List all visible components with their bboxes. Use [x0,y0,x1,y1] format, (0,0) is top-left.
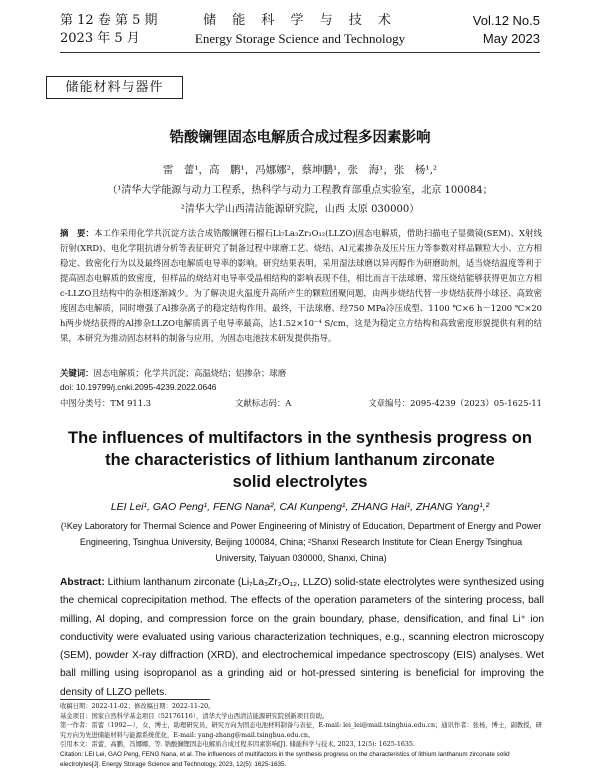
header-center [60,12,540,48]
footnote-funding: 基金项目：国家自然科学基金项目（52176116），清华大学山西清洁能源研究院创新项目资助。 [60,712,329,720]
chinese-keywords [60,367,542,379]
footnote-citation-cn: 引用本文：雷蕾，高鹏，冯娜娜，等. 锆酸镧锂固态电解质合成过程多因素影响[J]. 储能科学与技术, 2023, 12(5): 1625-1635. [60,741,415,749]
english-title [40,427,560,493]
chinese-affiliation-2: ²清华大学山西清洁能源研究院，山西 太原 030000） [180,204,420,215]
footnote-rule [60,699,210,700]
chinese-abstract [60,226,542,346]
chinese-authors: 雷 蕾¹，高 鹏¹，冯娜娜²，蔡坤鹏¹，张 海¹，张 杨¹,² [162,164,438,176]
section-label: 储能材料与器件 [46,76,183,99]
chinese-title: 锆酸镧锂固态电解质合成过程多因素影响 [169,130,431,146]
chinese-affiliation-1: （¹清华大学能源与动力工程系，热科学与动力工程教育部重点实验室，北京 100084； [107,185,493,196]
english-title-line-3: solid electrolytes [232,473,368,491]
english-abstract [60,574,544,702]
english-title-line-2: the characteristics of lithium lanthanum zirconate [105,451,495,469]
doi: doi: 10.19799/j.cnki.2095-4239.2022.0646 [60,382,217,392]
journal-name-en: Energy Storage Science and Technology [194,31,406,46]
header-rule [60,52,540,53]
english-title-line-1: The influences of multifactors in the synthesis progress on [68,429,532,447]
chinese-keywords-label: 关键词： [60,368,94,378]
chinese-abstract-text: 本工作采用化学共沉淀方法合成锆酸镧锂石榴石Li₇La₃Zr₂O₁₂(LLZO)固态电解质，借助扫描电子显微镜(SEM)、X射线衍射(XRD)、电化学阻抗谱分析等表征研究了制备过程中球磨工艺、烧结、Al元素掺杂及压片压力等参数对样品颗粒大小、立方相稳定、致密化行为以及最终固态电解质电导率的影响。研究结果表明，采用湿法球磨以异丙醇作为研磨助剂，适当烧结温度等利于提高固态电解质的致密度，但样品的烧结对电导率受晶相结构的影响表现不佳，相比而言干法球磨、常压烧结能够获得更加立方相c-LLZO且结构中的杂相逐渐减少。为了解决退火温度升高所产生的颗粒团聚问题，由两步烧结代替一步烧结获得小球径、高致密度固态电解质，同时增强了Al掺杂离子的稳定结构作用。最终，干法球磨、经750 MPa冷压成型、1100 ℃×6 h－1200 ℃×20 h两步烧结获得的Al掺杂LLZO电解质离子电导率最高，达1.52×10⁻⁴ S/cm，这是为稳定立方结构和高致密度形貌提供有利的结果，本研究为推动固态材料的制备与应用，为固态电池技术研发提供指导。 [60,228,542,343]
footnotes [60,702,544,769]
english-affiliation: (¹Key Laboratory for Thermal Science and Power Engineering of Ministry of Education, Department of Energy and Power Engineering, Tsinghua University, Beijing 100084, China; ²Shanxi Research Institute for Clean Energy Tsinghua University, Taiyuan 030000, Shanxi, China) [60,521,542,563]
date-cn: 2023 年 5 月 [60,31,140,46]
footnote-received: 收稿日期：2022-11-02；修改稿日期：2022-11-20。 [60,703,215,710]
volume-en: Vol.12 No.5 [472,13,540,28]
running-header [60,10,540,52]
footnote-authors: 第一作者：雷蕾（1992—），女，博士，助理研究员，研究方向为固态电池材料制备与表征，E-mail: lei_lei@mail.tsinghua.edu.cn；通讯作者：张杨，博士，副教授，研究方向为先进储能材料与能源系统优化，E-mail: yang-zhang@mail.tsinghua.edu.cn。 [60,722,543,739]
footnote-citation-en: Citation: LEI Lei, GAO Peng, FENG Nana, et al. The influences of multifactors in the synthesis progress on the characteristics of lithium lanthanum zirconate solid electrolytes[J]. Energy Storage Science and Technology, 2023, 12(5): 1625-1635. [60,750,510,768]
english-abstract-text: Lithium lanthanum zirconate (Li₇La₃Zr₂O₁₂, LLZO) solid-state electrolytes were synthesized using the chemical coprecipitation method. The effects of the operation parameters of the sintering process, ball milling, Al doping, and compression force on the grain boundary, phase, densification, and final Li⁺ ion conductivity were evaluated using various characterization techniques, e.g., scanning electron microscopy (SEM), powder X-ray diffraction (XRD), and electrochemical impedance spectroscopy (EIS) analyses. Wet ball milling using isopropanol as a grinding aid or hot-pressed sintering is beneficial for improving the density of LLZO pellets. [60,577,544,698]
document-code: 文献标志码：A [235,398,292,408]
header-right [473,12,540,48]
journal-name-cn: 储 能 科 学 与 技 术 [203,13,397,28]
english-abstract-label: Abstract: [60,577,105,588]
article-number: 文章编号：2095-4239（2023）05-1625-11 [368,398,542,408]
chinese-keywords-text: 固态电解质；化学共沉淀；高温烧结；铝掺杂；球磨 [93,368,287,378]
date-en: May 2023 [482,31,540,46]
chinese-abstract-label: 摘 要： [60,228,95,238]
english-authors: LEI Lei¹, GAO Peng¹, FENG Nana², CAI Kunpeng¹, ZHANG Hai¹, ZHANG Yang¹,² [110,501,490,513]
volume-cn: 第 12 卷 第 5 期 [60,13,158,28]
clc-number: 中图分类号：TM 911.3 [60,398,152,408]
